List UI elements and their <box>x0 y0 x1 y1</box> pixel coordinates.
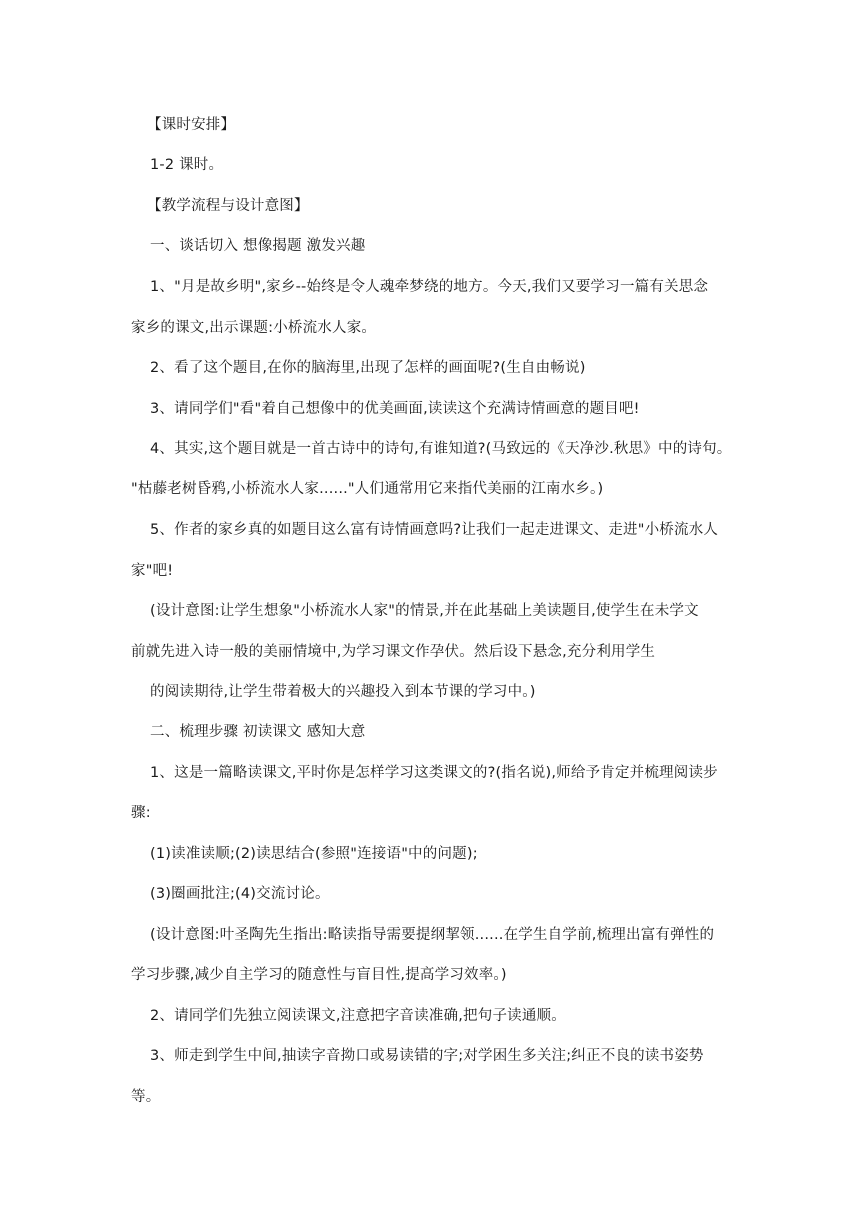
paragraph-line: (设计意图:叶圣陶先生指出:略读指导需要提纲挈领......在学生自学前,梳理出富有弹性的 <box>150 927 715 943</box>
paragraph-line: 4、其实,这个题目就是一首古诗中的诗句,有谁知道?(马致远的《天净沙.秋思》中的诗句。 <box>150 441 732 457</box>
paragraph-line: 2、看了这个题目,在你的脑海里,出现了怎样的画面呢?(生自由畅说) <box>150 360 586 376</box>
paragraph-line: 5、作者的家乡真的如题目这么富有诗情画意吗?让我们一起走进课文、走进"小桥流水人 <box>150 522 719 538</box>
paragraph-line: 1-2 课时。 <box>150 157 224 173</box>
subsection-heading-2: 二、梳理步骤 初读课文 感知大意 <box>150 724 366 740</box>
subsection-heading-1: 一、谈话切入 想像揭题 激发兴趣 <box>150 238 366 254</box>
paragraph-line: 2、请同学们先独立阅读课文,注意把字音读准确,把句子读通顺。 <box>150 1008 566 1024</box>
paragraph-line: 家乡的课文,出示课题:小桥流水人家。 <box>131 320 377 336</box>
paragraph-line: (设计意图:让学生想象"小桥流水人家"的情景,并在此基础上美读题目,使学生在未学文 <box>150 603 699 619</box>
paragraph-line: (3)圈画批注;(4)交流讨论。 <box>150 886 330 902</box>
paragraph-line: 家"吧! <box>131 563 174 579</box>
paragraph-line: 3、请同学们"看"着自己想像中的优美画面,读读这个充满诗情画意的题目吧! <box>150 401 640 417</box>
paragraph-line: 的阅读期待,让学生带着极大的兴趣投入到本节课的学习中。) <box>150 684 536 700</box>
section-heading-flow: 【教学流程与设计意图】 <box>147 198 309 214</box>
paragraph-line: (1)读准读顺;(2)读思结合(参照"连接语"中的问题); <box>150 846 478 862</box>
paragraph-line: 1、"月是故乡明",家乡--始终是令人魂牵梦绕的地方。今天,我们又要学习一篇有关思念 <box>150 279 709 295</box>
paragraph-line: 1、这是一篇略读课文,平时你是怎样学习这类课文的?(指名说),师给予肯定并梳理阅读步 <box>150 765 718 781</box>
paragraph-line: 等。 <box>131 1089 161 1105</box>
paragraph-line: 骤: <box>131 805 151 821</box>
paragraph-line: 3、师走到学生中间,抽读字音拗口或易读错的字;对学困生多关注;纠正不良的读书姿势 <box>150 1048 704 1064</box>
section-heading-schedule: 【课时安排】 <box>147 117 236 133</box>
paragraph-line: 前就先进入诗一般的美丽情境中,为学习课文作孕伏。然后设下悬念,充分利用学生 <box>131 644 656 660</box>
paragraph-line: "枯藤老树昏鸦,小桥流水人家......"人们通常用它来指代美丽的江南水乡。) <box>131 481 604 497</box>
paragraph-line: 学习步骤,减少自主学习的随意性与盲目性,提高学习效率。) <box>131 967 507 983</box>
